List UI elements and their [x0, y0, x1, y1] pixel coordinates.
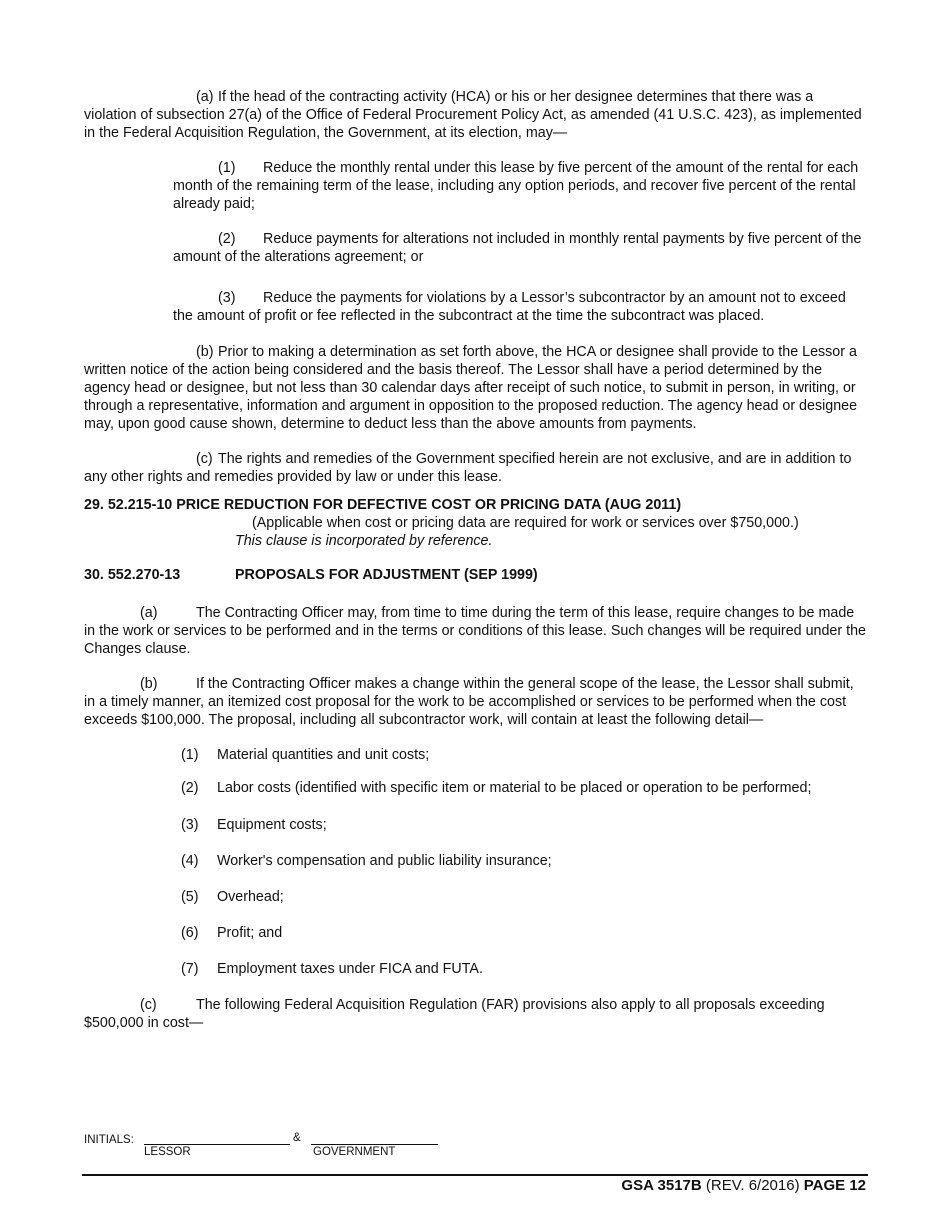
section-29-note: This clause is incorporated by reference. — [235, 533, 493, 549]
list-item — [181, 816, 866, 834]
list-item-text: Material quantities and unit costs; — [217, 747, 430, 763]
list-item-number: (3) — [181, 817, 199, 833]
section-30-paragraph-b-text: If the Contracting Officer makes a change within the general scope of the lease, the Lessor shall submit, in a timely manner, an itemized cost proposal for the work to be accomplished or services to be performed when the cost exceeds $100,000. The proposal, including all subcontractor work, will contain at least the following detail— — [84, 676, 854, 728]
section-30-paragraph-c — [84, 996, 866, 1032]
page-number: PAGE 12 — [803, 1177, 866, 1194]
list-item-text: Equipment costs; — [217, 817, 327, 833]
section-30-paragraph-c-text: The following Federal Acquisition Regulation (FAR) provisions also apply to all proposals exceeding $500,000 in cost— — [84, 997, 825, 1031]
paragraph-c-text: The rights and remedies of the Government specified herein are not exclusive, and are in addition to any other rights and remedies provided by law or under this lease. — [84, 451, 852, 485]
document-body — [84, 88, 866, 1049]
sub-item-3-label: (3) — [218, 290, 236, 306]
section-30-paragraph-a-text: The Contracting Officer may, from time to time during the term of this lease, require changes to be made in the work or services to be performed and in the terms or conditions of this lease. Such changes will be required under the Changes clause. — [84, 605, 866, 657]
list-item — [181, 888, 866, 906]
sub-item-1-label: (1) — [218, 160, 236, 176]
paragraph-c-label: (c) — [196, 451, 213, 467]
paragraph-b — [84, 343, 866, 433]
section-30-paragraph-a-label: (a) — [140, 605, 158, 621]
list-item — [181, 960, 866, 978]
section-30-paragraph-b — [84, 675, 866, 729]
lessor-label: LESSOR — [144, 1146, 191, 1158]
government-label: GOVERNMENT — [313, 1146, 396, 1158]
list-item-number: (5) — [181, 889, 199, 905]
section-30-heading — [84, 566, 866, 584]
paragraph-a-label: (a) — [196, 89, 214, 105]
list-item-text: Labor costs (identified with specific item or material to be placed or operation to be performed; — [217, 780, 812, 796]
sub-item-1-text: Reduce the monthly rental under this lease by five percent of the amount of the rental for each month of the remaining term of the lease, including any option periods, and recover five percent of the rental already paid; — [173, 160, 859, 212]
cost-detail-list — [181, 746, 866, 978]
revision: (REV. 6/2016) — [701, 1177, 804, 1194]
list-item — [181, 852, 866, 870]
list-item-number: (6) — [181, 925, 199, 941]
section-29-title: 29. 52.215-10 PRICE REDUCTION FOR DEFECTIVE COST OR PRICING DATA (AUG 2011) — [84, 497, 682, 513]
sub-item-3-text: Reduce the payments for violations by a Lessor’s subcontractor by an amount not to exceed the amount of profit or fee reflected in the subcontract at the time the subcontract was placed. — [173, 290, 846, 324]
paragraph-a — [84, 88, 866, 142]
paragraph-b-label: (b) — [196, 344, 214, 360]
ampersand: & — [293, 1132, 301, 1144]
list-item-text: Overhead; — [217, 889, 284, 905]
list-item-number: (1) — [181, 747, 199, 763]
initials-label: INITIALS: — [84, 1134, 134, 1146]
paragraph-a-text: If the head of the contracting activity (HCA) or his or her designee determines that there was a violation of subsection 27(a) of the Office of Federal Procurement Policy Act, as amended (41 U.S.C. 423), as implemented in the Federal Acquisition Regulation, the Government, at its election, may— — [84, 89, 862, 141]
list-item-text: Profit; and — [217, 925, 283, 941]
list-item — [181, 924, 866, 942]
sub-item-1 — [173, 159, 866, 213]
sub-item-2-label: (2) — [218, 231, 236, 247]
page-footer — [621, 1177, 866, 1195]
section-29-applicable: (Applicable when cost or pricing data are required for work or services over $750,000.) — [252, 515, 799, 531]
section-30-paragraph-c-label: (c) — [140, 997, 157, 1013]
paragraph-b-text: Prior to making a determination as set forth above, the HCA or designee shall provide to the Lessor a written notice of the action being considered and the basis thereof. The Lessor shall have a period determined by the agency head or designee, but not less than 30 calendar days after receipt of such notice, to submit in person, in writing, or through a representative, information and argument in opposition to the proposed reduction. The agency head or designee may, upon good cause shown, determine to deduct less than the above amounts from payments. — [84, 344, 858, 432]
list-item-text: Employment taxes under FICA and FUTA. — [217, 961, 483, 977]
sub-item-2 — [173, 230, 866, 266]
list-item-number: (4) — [181, 853, 199, 869]
footer-divider — [82, 1174, 868, 1176]
list-item-number: (2) — [181, 780, 199, 796]
sub-item-2-text: Reduce payments for alterations not included in monthly rental payments by five percent of the amount of the alterations agreement; or — [173, 231, 862, 265]
form-number: GSA 3517B — [621, 1177, 702, 1194]
paragraph-c — [84, 450, 866, 486]
list-item — [181, 779, 866, 797]
section-30-number: 30. 552.270-13 — [84, 567, 181, 583]
list-item-text: Worker's compensation and public liability insurance; — [217, 853, 552, 869]
sub-item-3 — [173, 289, 866, 325]
list-item — [181, 746, 866, 764]
list-item-number: (7) — [181, 961, 199, 977]
section-30-paragraph-b-label: (b) — [140, 676, 158, 692]
section-30-paragraph-a — [84, 604, 866, 658]
section-30-title: PROPOSALS FOR ADJUSTMENT (SEP 1999) — [235, 567, 538, 583]
